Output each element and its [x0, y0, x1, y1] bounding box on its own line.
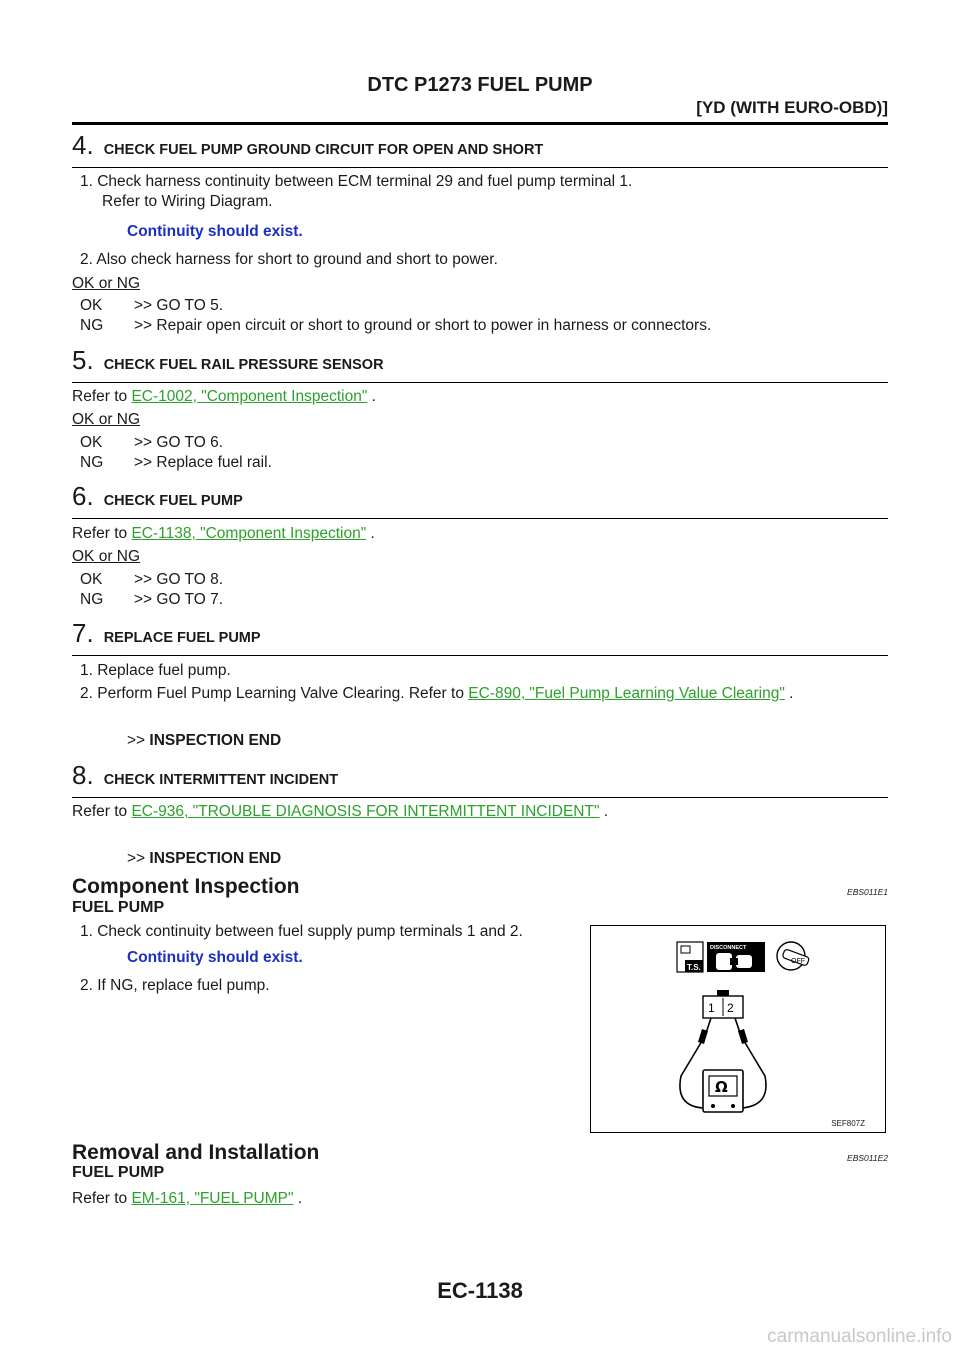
step-7-line-2: 2. Perform Fuel Pump Learning Valve Clearing. Refer to EC-890, "Fuel Pump Learning Value Clearing" . — [80, 685, 794, 702]
step-8-result: >> INSPECTION END — [127, 850, 282, 867]
step-title: CHECK FUEL RAIL PRESSURE SENSOR — [103, 357, 384, 373]
removal-refer: Refer to EM-161, "FUEL PUMP" . — [72, 1190, 303, 1207]
page-title: DTC P1273 FUEL PUMP — [367, 74, 593, 96]
ohmmeter-icon — [703, 1070, 743, 1112]
figure-code: SEF807Z — [831, 1119, 865, 1128]
step-title: REPLACE FUEL PUMP — [103, 630, 261, 646]
ignition-key-icon — [777, 942, 810, 970]
step-number: 7 — [72, 618, 87, 648]
pump-connector — [703, 990, 743, 1018]
step-4-okng: OK or NG — [72, 275, 141, 292]
page-subtitle: [YD (WITH EURO-OBD)] — [696, 98, 888, 117]
step-6-heading: 6 . CHECK FUEL PUMP — [72, 481, 888, 519]
svg-text:2: 2 — [727, 1001, 734, 1015]
ts-icon — [677, 942, 703, 972]
page-number: EC-1138 — [437, 1278, 523, 1303]
step-4-heading: 4 . CHECK FUEL PUMP GROUND CIRCUIT FOR OPEN AND SHORT — [72, 130, 888, 168]
component-inspection-code: EBS011E1 — [847, 887, 888, 897]
probe-tips — [698, 1029, 748, 1044]
multimeter-diagram — [591, 926, 887, 1134]
svg-text:Ω: Ω — [715, 1078, 728, 1096]
step-8-refer: Refer to EC-936, "TROUBLE DIAGNOSIS FOR INTERMITTENT INCIDENT" . — [72, 803, 609, 820]
link-em-161[interactable]: EM-161, "FUEL PUMP" — [131, 1190, 294, 1207]
step-4-spec: Continuity should exist. — [127, 223, 303, 240]
step-7-heading: 7 . REPLACE FUEL PUMP — [72, 618, 888, 656]
step-7-line-1: 1. Replace fuel pump. — [80, 662, 231, 679]
watermark: carmanualsonline.info — [767, 1326, 952, 1347]
step-title: CHECK FUEL PUMP — [103, 493, 243, 509]
removal-title: Removal and Installation — [72, 1141, 320, 1164]
step-8-heading: 8 . CHECK INTERMITTENT INCIDENT — [72, 760, 888, 798]
step-6-ok-result: OK >> GO TO 8. — [80, 571, 224, 588]
link-ec-1138[interactable]: EC-1138, "Component Inspection" — [131, 525, 367, 542]
step-5-ng-result: NG >> Replace fuel rail. — [80, 454, 272, 471]
link-ec-1002[interactable]: EC-1002, "Component Inspection" — [131, 388, 368, 405]
step-4-ng-result: NG >> Repair open circuit or short to ground or short to power in harness or connectors. — [80, 317, 712, 334]
step-5-heading: 5 . CHECK FUEL RAIL PRESSURE SENSOR — [72, 345, 888, 383]
step-5-ok-result: OK >> GO TO 6. — [80, 434, 224, 451]
component-line-1: 1. Check continuity between fuel supply pump terminals 1 and 2. — [80, 923, 523, 940]
step-number: 8 — [72, 760, 87, 790]
step-4-ok-result: OK >> GO TO 5. — [80, 297, 224, 314]
step-4-line-1: 1. Check harness continuity between ECM terminal 29 and fuel pump terminal 1. — [80, 173, 633, 190]
component-line-2: 2. If NG, replace fuel pump. — [80, 977, 270, 994]
svg-text:OFF: OFF — [791, 958, 805, 965]
step-4-line-1b: Refer to Wiring Diagram. — [102, 193, 273, 210]
step-6-okng: OK or NG — [72, 548, 141, 565]
step-7-result: >> INSPECTION END — [127, 732, 282, 749]
continuity-figure — [590, 925, 886, 1133]
removal-code: EBS011E2 — [847, 1153, 888, 1163]
svg-text:T.S.: T.S. — [687, 963, 701, 972]
component-inspection-title: Component Inspection — [72, 875, 300, 898]
svg-text:1: 1 — [708, 1001, 715, 1015]
step-5-okng: OK or NG — [72, 411, 141, 428]
step-5-refer: Refer to EC-1002, "Component Inspection" . — [72, 388, 376, 405]
step-number: 5 — [72, 345, 87, 375]
step-6-refer: Refer to EC-1138, "Component Inspection" . — [72, 525, 375, 542]
disconnect-icon — [707, 942, 765, 972]
component-subtitle: FUEL PUMP — [72, 899, 165, 916]
component-spec: Continuity should exist. — [127, 949, 303, 966]
step-4-line-2: 2. Also check harness for short to ground and short to power. — [80, 251, 498, 268]
step-number: 4 — [72, 130, 87, 160]
step-number: 6 — [72, 481, 87, 511]
svg-text:DISCONNECT: DISCONNECT — [710, 945, 747, 951]
step-6-ng-result: NG >> GO TO 7. — [80, 591, 224, 608]
removal-subtitle: FUEL PUMP — [72, 1164, 165, 1181]
step-title: CHECK INTERMITTENT INCIDENT — [103, 772, 339, 788]
step-title: CHECK FUEL PUMP GROUND CIRCUIT FOR OPEN AND SHORT — [103, 142, 544, 158]
link-ec-936[interactable]: EC-936, "TROUBLE DIAGNOSIS FOR INTERMITTENT INCIDENT" — [131, 803, 600, 820]
link-ec-890[interactable]: EC-890, "Fuel Pump Learning Value Clearing" — [468, 685, 785, 702]
header-rule — [72, 122, 888, 125]
